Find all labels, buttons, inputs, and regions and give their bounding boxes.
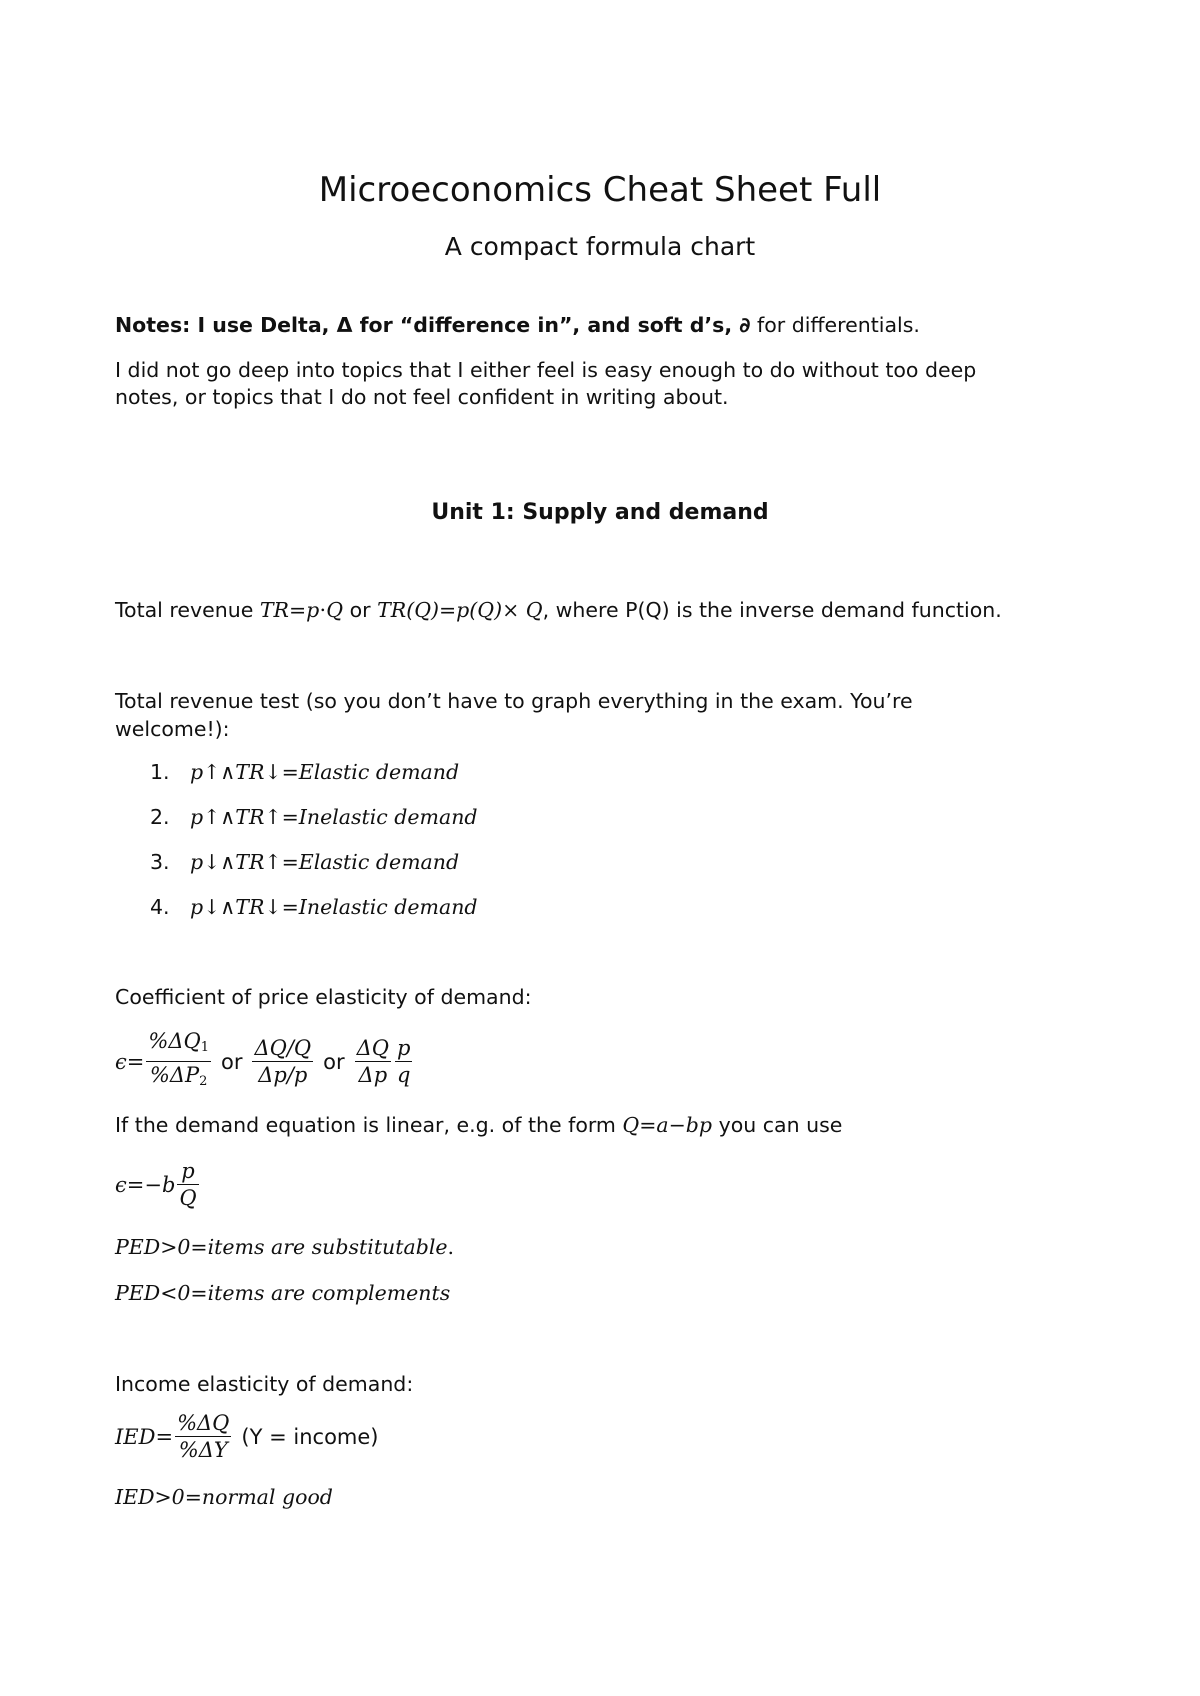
list-text: p↓∧TR↓=Inelastic demand bbox=[190, 895, 478, 919]
linear-text: If the demand equation is linear, e.g. of the form bbox=[115, 1113, 623, 1137]
ped-f1-bot-sub: 2 bbox=[199, 1074, 208, 1089]
notes-normal: for differentials. bbox=[750, 313, 920, 337]
linear-eq-bot: Q bbox=[179, 1186, 197, 1210]
ied-bot: %ΔY bbox=[178, 1438, 228, 1462]
ped-negative: PED<0=items are complements bbox=[115, 1281, 451, 1305]
ied-lhs: IED= bbox=[115, 1424, 174, 1449]
tr-label: Total revenue bbox=[115, 598, 260, 622]
list-number: 1. bbox=[150, 760, 170, 784]
ped-f4-bot: q bbox=[397, 1063, 411, 1087]
ped-fraction-3 bbox=[355, 1035, 391, 1088]
tr-rest: , where P(Q) is the inverse demand function. bbox=[542, 598, 1002, 622]
linear-rest: you can use bbox=[712, 1113, 843, 1137]
ied-fraction bbox=[175, 1410, 231, 1463]
linear-eq-lhs: ϵ=−b bbox=[115, 1172, 176, 1197]
ped-formula bbox=[115, 1028, 414, 1095]
ped-positive: PED>0=items are substitutable bbox=[115, 1235, 448, 1259]
linear-eq-top: p bbox=[177, 1158, 198, 1185]
ped-f1-top: %ΔQ bbox=[148, 1029, 201, 1053]
linear-equation bbox=[115, 1158, 201, 1211]
list-item bbox=[150, 805, 478, 829]
intro-line-1: I did not go deep into topics that I either feel is easy enough to do without too deep bbox=[115, 358, 977, 382]
list-number: 3. bbox=[150, 850, 170, 874]
ied-top: %ΔQ bbox=[177, 1411, 230, 1435]
ied-positive: IED>0=normal good bbox=[115, 1485, 333, 1509]
ped-fraction-4 bbox=[395, 1035, 412, 1088]
list-text: p↓∧TR↑=Elastic demand bbox=[190, 850, 460, 874]
tr-test-line-1: Total revenue test (so you don’t have to graph everything in the exam. You’re bbox=[115, 689, 913, 713]
tr-formula-1: TR=p⋅Q bbox=[259, 598, 344, 622]
list-item bbox=[150, 895, 478, 919]
ped-f1-top-sub: 1 bbox=[200, 1040, 209, 1055]
unit1-heading: Unit 1: Supply and demand bbox=[431, 500, 769, 525]
list-text: p↑∧TR↓=Elastic demand bbox=[190, 760, 460, 784]
ped-fraction-2 bbox=[252, 1035, 313, 1088]
linear-eq-fraction bbox=[177, 1158, 198, 1211]
ped-positive-line bbox=[115, 1233, 454, 1261]
ped-fraction-1 bbox=[146, 1028, 211, 1095]
ped-f2-top: ΔQ/Q bbox=[254, 1036, 312, 1060]
ped-f4-top: p bbox=[397, 1036, 411, 1060]
tr-or: or bbox=[343, 598, 378, 622]
ped-f3-bot: Δp bbox=[358, 1063, 388, 1087]
document-title: Microeconomics Cheat Sheet Full bbox=[318, 170, 882, 210]
list-number: 4. bbox=[150, 895, 170, 919]
list-number: 2. bbox=[150, 805, 170, 829]
linear-line bbox=[115, 1111, 842, 1139]
notes-bold: Notes: I use Delta, Δ for “difference in”, and soft d’s, ∂ bbox=[115, 313, 751, 337]
intro-line-2: notes, or topics that I do not feel confident in writing about. bbox=[115, 385, 729, 409]
ied-note: (Y = income) bbox=[241, 1424, 379, 1449]
ped-or-1: or bbox=[220, 1049, 243, 1074]
list-text: p↑∧TR↑=Inelastic demand bbox=[190, 805, 478, 829]
ied-heading: Income elasticity of demand: bbox=[115, 1372, 414, 1396]
ped-lhs: ϵ= bbox=[115, 1049, 145, 1074]
linear-formula: Q=a−bp bbox=[622, 1113, 713, 1137]
ped-positive-end: . bbox=[447, 1235, 455, 1259]
ped-or-2: or bbox=[323, 1049, 345, 1074]
tr-test-line-2: welcome!): bbox=[115, 717, 230, 741]
ied-formula bbox=[115, 1410, 386, 1463]
tr-formula-2: TR(Q)=p(Q)× Q bbox=[377, 598, 543, 622]
ped-f2-bot: Δp/p bbox=[258, 1063, 308, 1087]
list-item bbox=[150, 760, 459, 784]
ped-heading: Coefficient of price elasticity of demand: bbox=[115, 985, 532, 1009]
total-revenue-line bbox=[115, 596, 1002, 624]
ped-f1-bot: %ΔP bbox=[149, 1063, 200, 1087]
notes-line bbox=[115, 311, 920, 339]
ped-f3-top: ΔQ bbox=[356, 1036, 390, 1060]
list-item bbox=[150, 850, 459, 874]
document-subtitle: A compact formula chart bbox=[444, 232, 756, 261]
